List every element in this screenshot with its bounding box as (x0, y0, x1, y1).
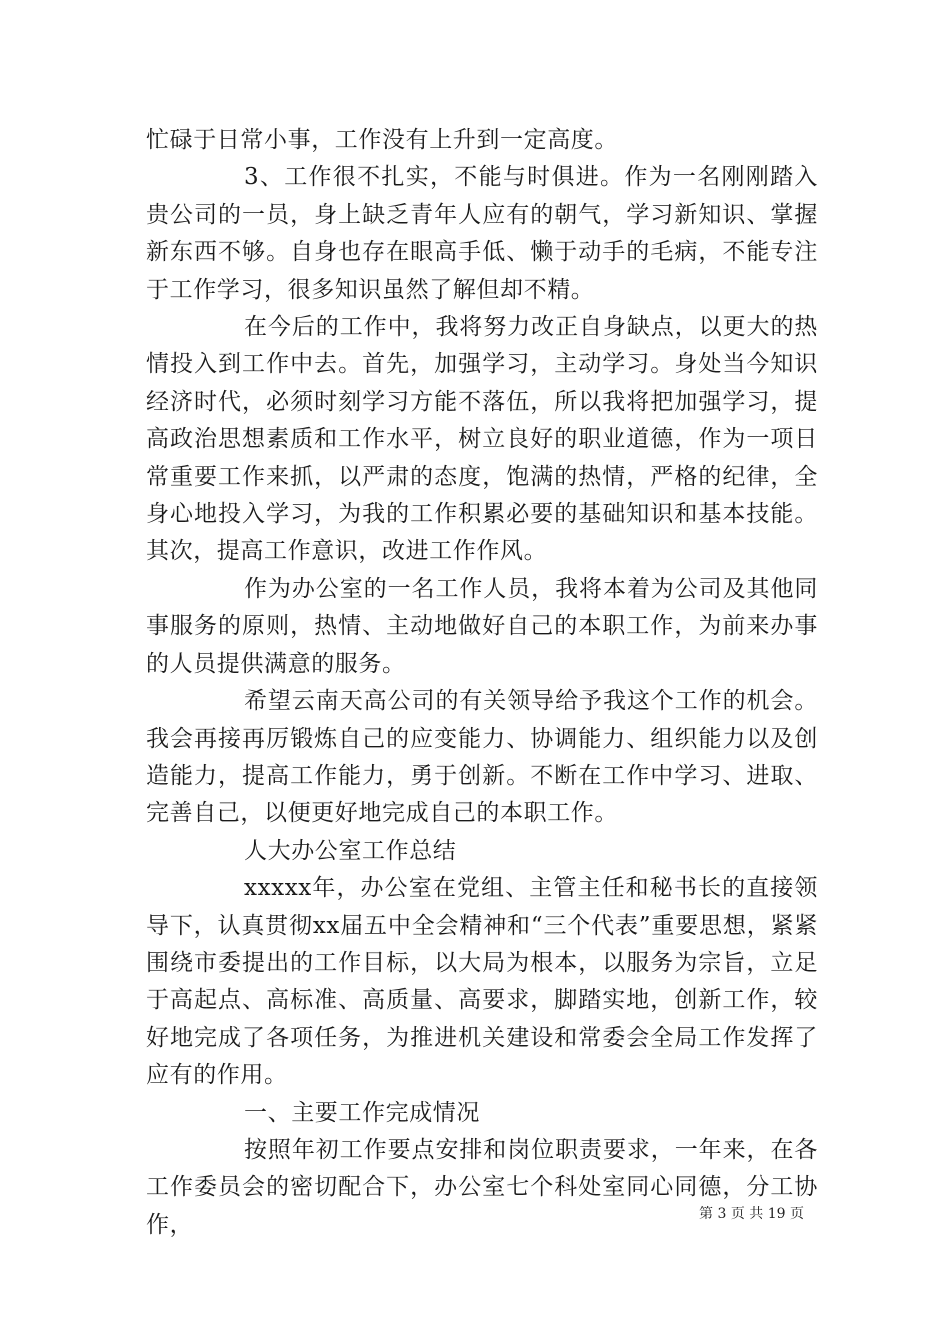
section-heading: 人大办公室工作总结 (244, 837, 457, 864)
paragraph-1: 忙碌于日常小事，工作没有上升到一定高度。 (146, 127, 618, 153)
paragraph-7: xxxxx年，办公室在党组、主管主任和秘书长的直接领导下，认真贯彻xx届五中全会精神和“三个代表”重要思想，紧紧围绕市委提出的工作目标，以大局为根本，以服务为宗旨，立足于高起点、高标准、高质量、高要求，脚踏实地，创新工作，较好地完成了各项任务，为推进机关建设和常委会全局工作发挥了应有的作用。 (146, 875, 818, 1089)
paragraph-9: 按照年初工作要点安排和岗位职责要求，一年来，在各工作委员会的密切配合下，办公室七个科处室同心同德，分工协作， (146, 1136, 818, 1238)
paragraph-4: 作为办公室的一名工作人员，我将本着为公司及其他同事服务的原则，热情、主动地做好自己的本职工作，为前来办事的人员提供满意的服务。 (146, 575, 818, 677)
paragraph-2: 3、工作很不扎实，不能与时俱进。作为一名刚刚踏入贵公司的一员，身上缺乏青年人应有的朝气，学习新知识、掌握新东西不够。自身也存在眼高手低、懒于动手的毛病，不能专注于工作学习，很多知识虽然了解但却不精。 (146, 164, 818, 303)
paragraph-5: 希望云南天高公司的有关领导给予我这个工作的机会。我会再接再厉锻炼自己的应变能力、协调能力、组织能力以及创造能力，提高工作能力，勇于创新。不断在工作中学习、进取、完善自己，以便更好地完成自己的本职工作。 (146, 688, 818, 827)
page-number-footer: 第 3 页 共 19 页 (699, 1206, 804, 1222)
body-text (146, 122, 818, 1244)
paragraph-3: 在今后的工作中，我将努力改正自身缺点，以更大的热情投入到工作中去。首先，加强学习，主动学习。身处当今知识经济时代，必须时刻学习方能不落伍，所以我将把加强学习，提高政治思想素质和工作水平，树立良好的职业道德，作为一项日常重要工作来抓，以严肃的态度，饱满的热情，严格的纪律，全身心地投入学习，为我的工作积累必要的基础知识和基本技能。其次，提高工作意识，改进工作作风。 (146, 314, 818, 565)
subsection-heading: 一、主要工作完成情况 (244, 1099, 480, 1126)
